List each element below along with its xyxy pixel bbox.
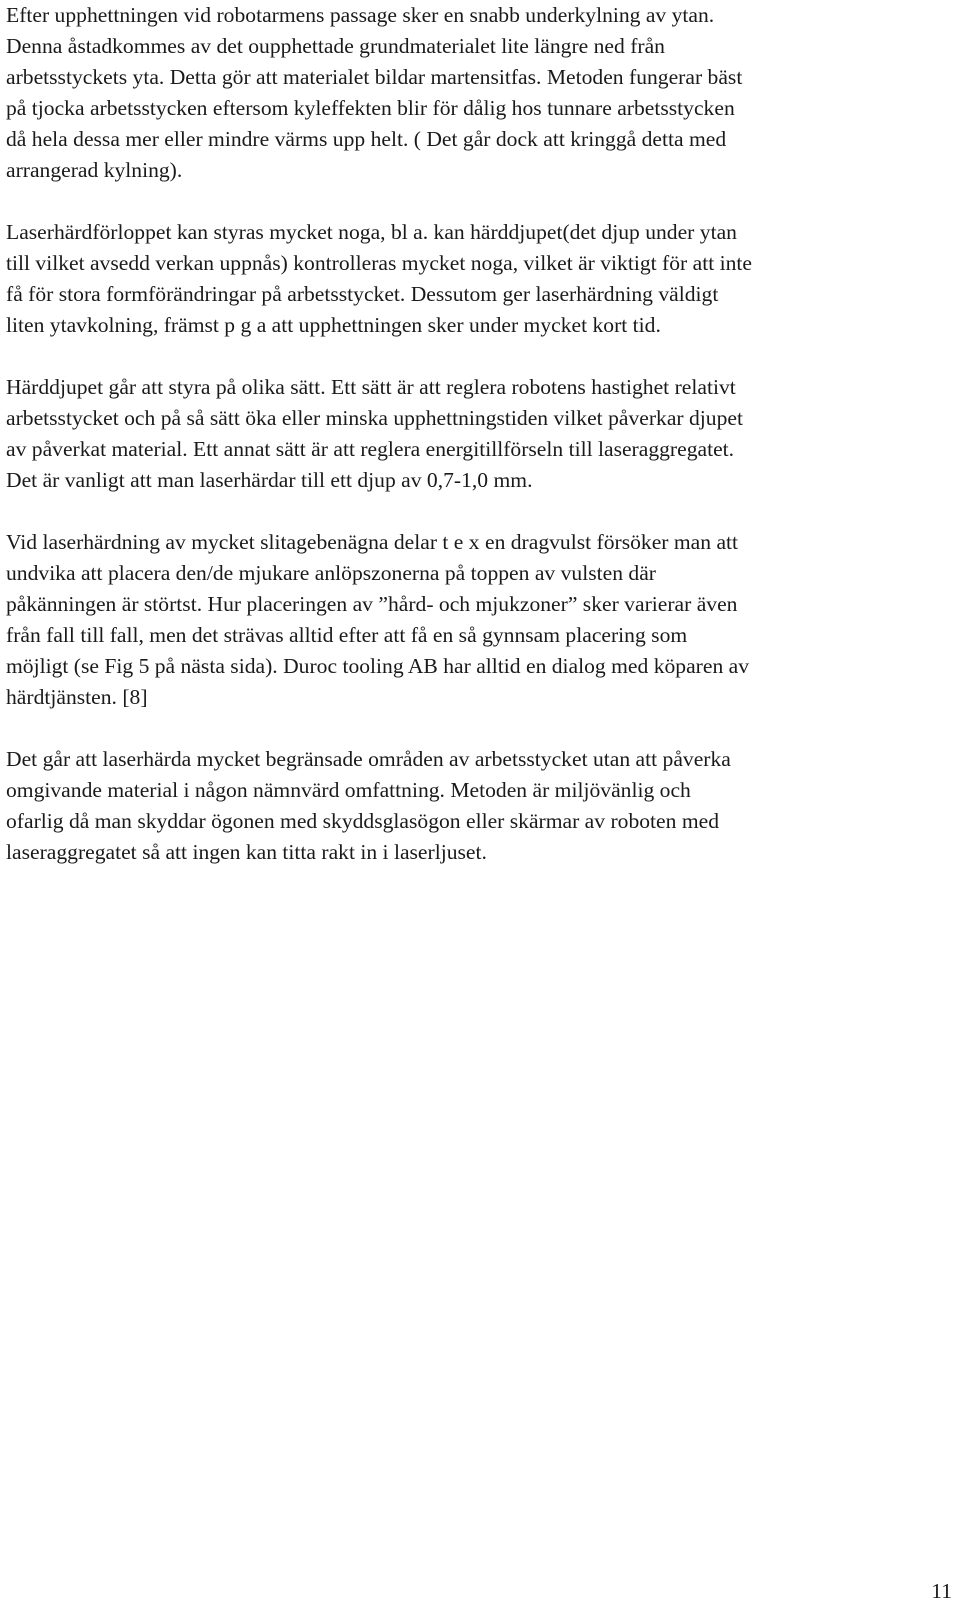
paragraph-upphettning-underkylning: Efter upphettningen vid robotarmens passage sker en snabb underkylning av ytan. Denna åstadkommes av det oupphettade grundmaterialet lite längre ned från arbetsstyckets yta. Detta gör att materialet bildar martensitfas. Metoden fungerar bäst på tjocka arbetsstycken eftersom kyleffekten blir för dålig hos tunnare arbetsstycken då hela dessa mer eller mindre värms upp helt. ( Det går dock att kringgå detta med arrangerad kylning).: [6, 3, 743, 182]
page-number: 11: [931, 1579, 952, 1603]
paragraph-laserhardforlopp: Laserhärdförloppet kan styras mycket noga, bl a. kan härddjupet(det djup under ytan till vilket avsedd verkan uppnås) kontrolleras mycket noga, vilket är viktigt för att inte få för stora formförändringar på arbetsstycket. Dessutom ger laserhärdning väldigt liten ytavkolning, främst p g a att upphettningen sker under mycket kort tid.: [6, 220, 752, 337]
paragraph-dragvulst: Vid laserhärdning av mycket slitagebenägna delar t e x en dragvulst försöker man att undvika att placera den/de mjukare anlöpszonerna på toppen av vulsten där påkänningen är störtst. Hur placeringen av ”hård- och mjukzoner” sker varierar även från fall till fall, men det strävas alltid efter att få en så gynnsam placering som möjligt (se Fig 5 på nästa sida). Duroc tooling AB har alltid en dialog med köparen av härdtjänsten. [8]: [6, 530, 750, 709]
document-body: [6, 0, 952, 868]
paragraph-harddjup: Härddjupet går att styra på olika sätt. Ett sätt är att reglera robotens hastighet relativt arbetsstycket och på så sätt öka eller minska upphettningstiden vilket påverkar djupet av påverkat material. Ett annat sätt är att reglera energitillförseln till laseraggregatet. Det är vanligt att man laserhärdar till ett djup av 0,7-1,0 mm.: [6, 375, 743, 492]
paragraph-begransade-omraden: Det går att laserhärda mycket begränsade områden av arbetsstycket utan att påverka omgivande material i någon nämnvärd omfattning. Metoden är miljövänlig och ofarlig då man skyddar ögonen med skyddsglasögon eller skärmar av roboten med laseraggregatet så att ingen kan titta rakt in i laserljuset.: [6, 747, 731, 864]
